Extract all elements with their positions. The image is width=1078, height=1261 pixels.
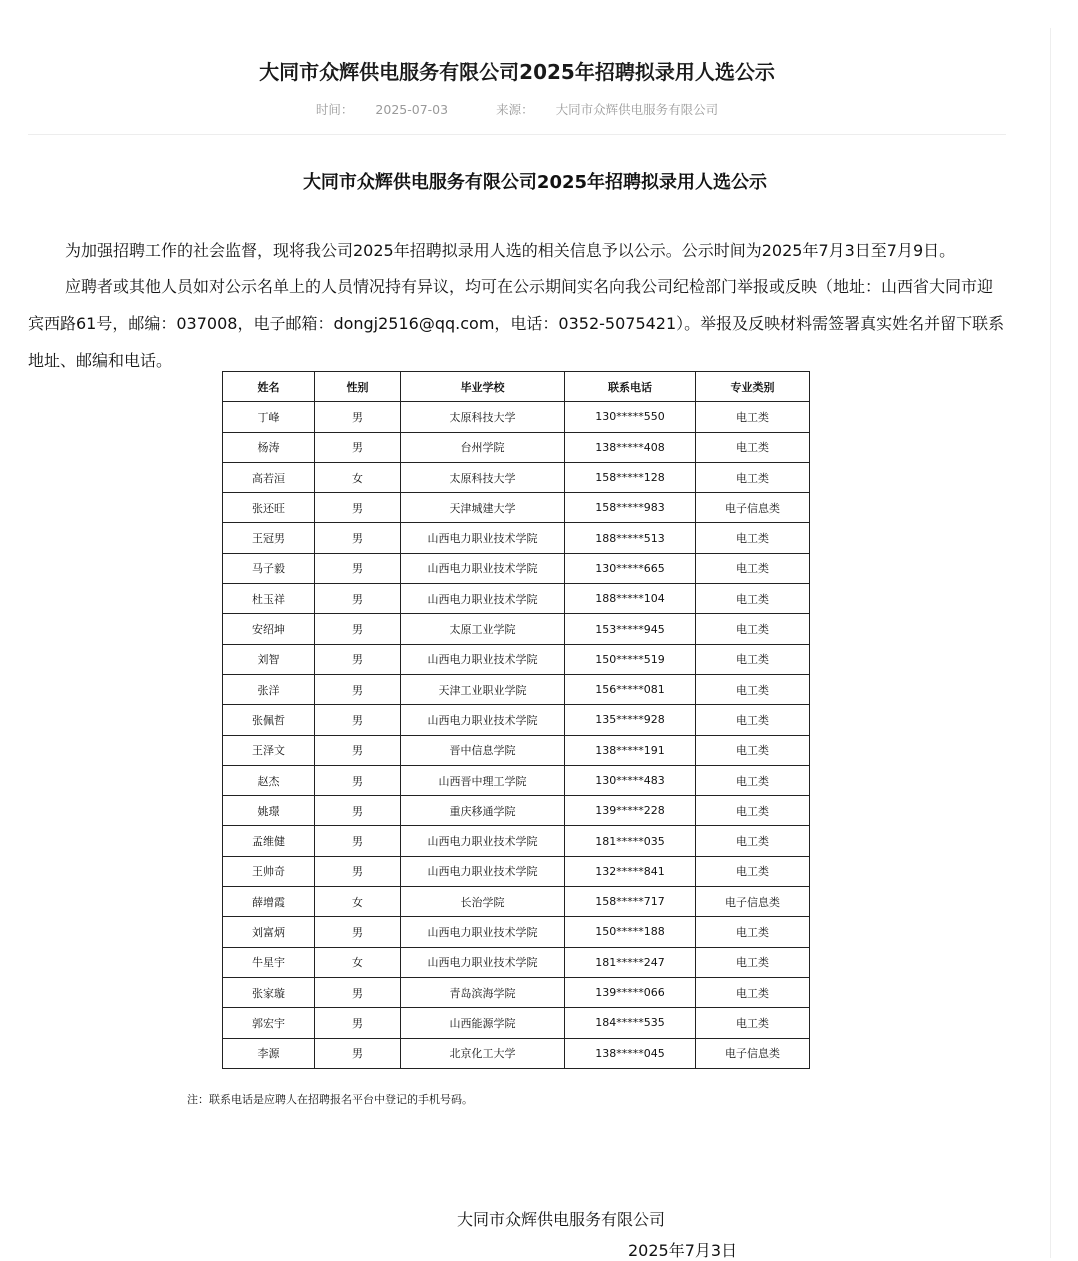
cell-gender: 男 xyxy=(315,553,401,583)
cell-major: 电工类 xyxy=(696,614,810,644)
table-row xyxy=(223,614,810,644)
publish-source-label: 来源： xyxy=(496,102,534,117)
cell-school: 台州学院 xyxy=(401,432,565,462)
table-row xyxy=(223,644,810,674)
cell-name: 丁峰 xyxy=(223,402,315,432)
cell-major: 电工类 xyxy=(696,584,810,614)
table-row xyxy=(223,917,810,947)
cell-phone: 158*****128 xyxy=(565,462,696,492)
table-row xyxy=(223,493,810,523)
cell-phone: 138*****045 xyxy=(565,1038,696,1068)
cell-phone: 138*****191 xyxy=(565,735,696,765)
cell-major: 电工类 xyxy=(696,644,810,674)
cell-major: 电工类 xyxy=(696,674,810,704)
table-row xyxy=(223,432,810,462)
cell-phone: 184*****535 xyxy=(565,1008,696,1038)
cell-school: 天津城建大学 xyxy=(401,493,565,523)
cell-school: 山西电力职业技术学院 xyxy=(401,523,565,553)
cell-major: 电工类 xyxy=(696,796,810,826)
table-row xyxy=(223,705,810,735)
table-row xyxy=(223,1038,810,1068)
cell-gender: 男 xyxy=(315,735,401,765)
cell-major: 电工类 xyxy=(696,765,810,795)
publish-time-label: 时间： xyxy=(315,102,354,117)
cell-gender: 女 xyxy=(315,947,401,977)
cell-name: 王泽文 xyxy=(223,735,315,765)
cell-name: 牛星宇 xyxy=(223,947,315,977)
cell-major: 电工类 xyxy=(696,977,810,1007)
cell-major: 电工类 xyxy=(696,1008,810,1038)
cell-school: 山西电力职业技术学院 xyxy=(401,947,565,977)
publish-time xyxy=(305,102,459,117)
cell-major: 电工类 xyxy=(696,856,810,886)
cell-phone: 150*****519 xyxy=(565,644,696,674)
cell-name: 王帅奇 xyxy=(223,856,315,886)
table-row xyxy=(223,674,810,704)
cell-gender: 男 xyxy=(315,917,401,947)
column-header-gender: 性别 xyxy=(315,372,401,402)
cell-school: 太原科技大学 xyxy=(401,402,565,432)
cell-school: 北京化工大学 xyxy=(401,1038,565,1068)
table-row xyxy=(223,1008,810,1038)
cell-major: 电工类 xyxy=(696,735,810,765)
cell-school: 山西电力职业技术学院 xyxy=(401,584,565,614)
cell-name: 高若洹 xyxy=(223,462,315,492)
cell-gender: 男 xyxy=(315,584,401,614)
cell-name: 杜玉祥 xyxy=(223,584,315,614)
cell-major: 电工类 xyxy=(696,402,810,432)
table-row xyxy=(223,826,810,856)
cell-phone: 138*****408 xyxy=(565,432,696,462)
cell-major: 电工类 xyxy=(696,523,810,553)
table-row xyxy=(223,462,810,492)
column-header-phone: 联系电话 xyxy=(565,372,696,402)
cell-school: 重庆移通学院 xyxy=(401,796,565,826)
cell-phone: 132*****841 xyxy=(565,856,696,886)
cell-major: 电子信息类 xyxy=(696,493,810,523)
cell-name: 张还旺 xyxy=(223,493,315,523)
cell-name: 王冠男 xyxy=(223,523,315,553)
cell-school: 山西电力职业技术学院 xyxy=(401,917,565,947)
header-divider xyxy=(28,134,1006,135)
cell-gender: 男 xyxy=(315,523,401,553)
page-title: 大同市众辉供电服务有限公司2025年招聘拟录用人选公示 xyxy=(259,60,775,84)
cell-name: 赵杰 xyxy=(223,765,315,795)
cell-gender: 男 xyxy=(315,796,401,826)
column-header-name: 姓名 xyxy=(223,372,315,402)
cell-major: 电工类 xyxy=(696,432,810,462)
table-row xyxy=(223,796,810,826)
table-row xyxy=(223,402,810,432)
cell-name: 刘智 xyxy=(223,644,315,674)
cell-name: 郭宏宇 xyxy=(223,1008,315,1038)
cell-school: 山西电力职业技术学院 xyxy=(401,644,565,674)
table-row xyxy=(223,584,810,614)
cell-school: 太原工业学院 xyxy=(401,614,565,644)
publish-source-value: 大同市众辉供电服务有限公司 xyxy=(555,102,719,117)
table-row xyxy=(223,553,810,583)
cell-phone: 153*****945 xyxy=(565,614,696,644)
cell-gender: 男 xyxy=(315,402,401,432)
publish-source xyxy=(485,102,729,117)
cell-phone: 188*****513 xyxy=(565,523,696,553)
cell-name: 张佩哲 xyxy=(223,705,315,735)
cell-name: 刘富炳 xyxy=(223,917,315,947)
cell-gender: 男 xyxy=(315,1038,401,1068)
cell-phone: 156*****081 xyxy=(565,674,696,704)
cell-name: 李源 xyxy=(223,1038,315,1068)
cell-school: 天津工业职业学院 xyxy=(401,674,565,704)
cell-gender: 男 xyxy=(315,432,401,462)
cell-school: 山西晋中理工学院 xyxy=(401,765,565,795)
cell-school: 太原科技大学 xyxy=(401,462,565,492)
cell-phone: 188*****104 xyxy=(565,584,696,614)
table-row xyxy=(223,977,810,1007)
cell-phone: 150*****188 xyxy=(565,917,696,947)
cell-name: 薛增霞 xyxy=(223,887,315,917)
cell-gender: 男 xyxy=(315,856,401,886)
cell-phone: 181*****247 xyxy=(565,947,696,977)
cell-major: 电工类 xyxy=(696,826,810,856)
intro-paragraph: 为加强招聘工作的社会监督，现将我公司2025年招聘拟录用人选的相关信息予以公示。公示时间为2025年7月3日至7月9日。 xyxy=(65,241,956,260)
page-edge-rule xyxy=(1050,28,1051,1258)
cell-school: 青岛滨海学院 xyxy=(401,977,565,1007)
cell-phone: 158*****717 xyxy=(565,887,696,917)
signature-date: 2025年7月3日 xyxy=(628,1241,738,1260)
cell-name: 马子毅 xyxy=(223,553,315,583)
cell-name: 孟维健 xyxy=(223,826,315,856)
cell-phone: 130*****483 xyxy=(565,765,696,795)
cell-name: 姚璟 xyxy=(223,796,315,826)
cell-gender: 男 xyxy=(315,705,401,735)
cell-gender: 男 xyxy=(315,765,401,795)
publish-time-value: 2025-07-03 xyxy=(375,102,449,117)
table-header-row xyxy=(223,372,810,402)
document-title: 大同市众辉供电服务有限公司2025年招聘拟录用人选公示 xyxy=(302,172,768,193)
table-row xyxy=(223,523,810,553)
cell-major: 电子信息类 xyxy=(696,887,810,917)
cell-major: 电工类 xyxy=(696,917,810,947)
cell-gender: 男 xyxy=(315,493,401,523)
cell-school: 山西电力职业技术学院 xyxy=(401,553,565,583)
table-row xyxy=(223,856,810,886)
cell-phone: 135*****928 xyxy=(565,705,696,735)
cell-name: 安绍坤 xyxy=(223,614,315,644)
cell-major: 电工类 xyxy=(696,705,810,735)
cell-name: 张家璇 xyxy=(223,977,315,1007)
cell-major: 电工类 xyxy=(696,462,810,492)
cell-major: 电工类 xyxy=(696,947,810,977)
cell-gender: 男 xyxy=(315,674,401,704)
objection-paragraph: 应聘者或其他人员如对公示名单上的人员情况持有异议，均可在公示期间实名向我公司纪检部门举报或反映（地址：山西省大同市迎宾西路61号，邮编：037008，电子邮箱：dongj2516@qq.com，电话：0352-5075421）。举报及反映材料需签署真实姓名并留下联系地址、邮编和电话。 xyxy=(28,277,1005,370)
table-row xyxy=(223,887,810,917)
cell-school: 长治学院 xyxy=(401,887,565,917)
cell-phone: 130*****550 xyxy=(565,402,696,432)
cell-gender: 男 xyxy=(315,614,401,644)
column-header-school: 毕业学校 xyxy=(401,372,565,402)
article-meta xyxy=(0,100,1034,118)
cell-gender: 男 xyxy=(315,644,401,674)
candidate-table xyxy=(222,371,810,1069)
cell-school: 山西能源学院 xyxy=(401,1008,565,1038)
cell-phone: 181*****035 xyxy=(565,826,696,856)
cell-gender: 女 xyxy=(315,887,401,917)
table-footnote: 注：联系电话是应聘人在招聘报名平台中登记的手机号码。 xyxy=(187,1093,473,1106)
cell-gender: 男 xyxy=(315,977,401,1007)
cell-major: 电工类 xyxy=(696,553,810,583)
cell-name: 张洋 xyxy=(223,674,315,704)
cell-phone: 139*****066 xyxy=(565,977,696,1007)
cell-gender: 女 xyxy=(315,462,401,492)
column-header-major: 专业类别 xyxy=(696,372,810,402)
cell-phone: 158*****983 xyxy=(565,493,696,523)
cell-school: 山西电力职业技术学院 xyxy=(401,856,565,886)
table-row xyxy=(223,765,810,795)
table-row xyxy=(223,947,810,977)
cell-phone: 130*****665 xyxy=(565,553,696,583)
cell-school: 山西电力职业技术学院 xyxy=(401,705,565,735)
cell-name: 杨涛 xyxy=(223,432,315,462)
cell-gender: 男 xyxy=(315,1008,401,1038)
cell-school: 晋中信息学院 xyxy=(401,735,565,765)
table-row xyxy=(223,735,810,765)
cell-major: 电子信息类 xyxy=(696,1038,810,1068)
signature-company: 大同市众辉供电服务有限公司 xyxy=(457,1210,666,1229)
cell-school: 山西电力职业技术学院 xyxy=(401,826,565,856)
cell-gender: 男 xyxy=(315,826,401,856)
cell-phone: 139*****228 xyxy=(565,796,696,826)
